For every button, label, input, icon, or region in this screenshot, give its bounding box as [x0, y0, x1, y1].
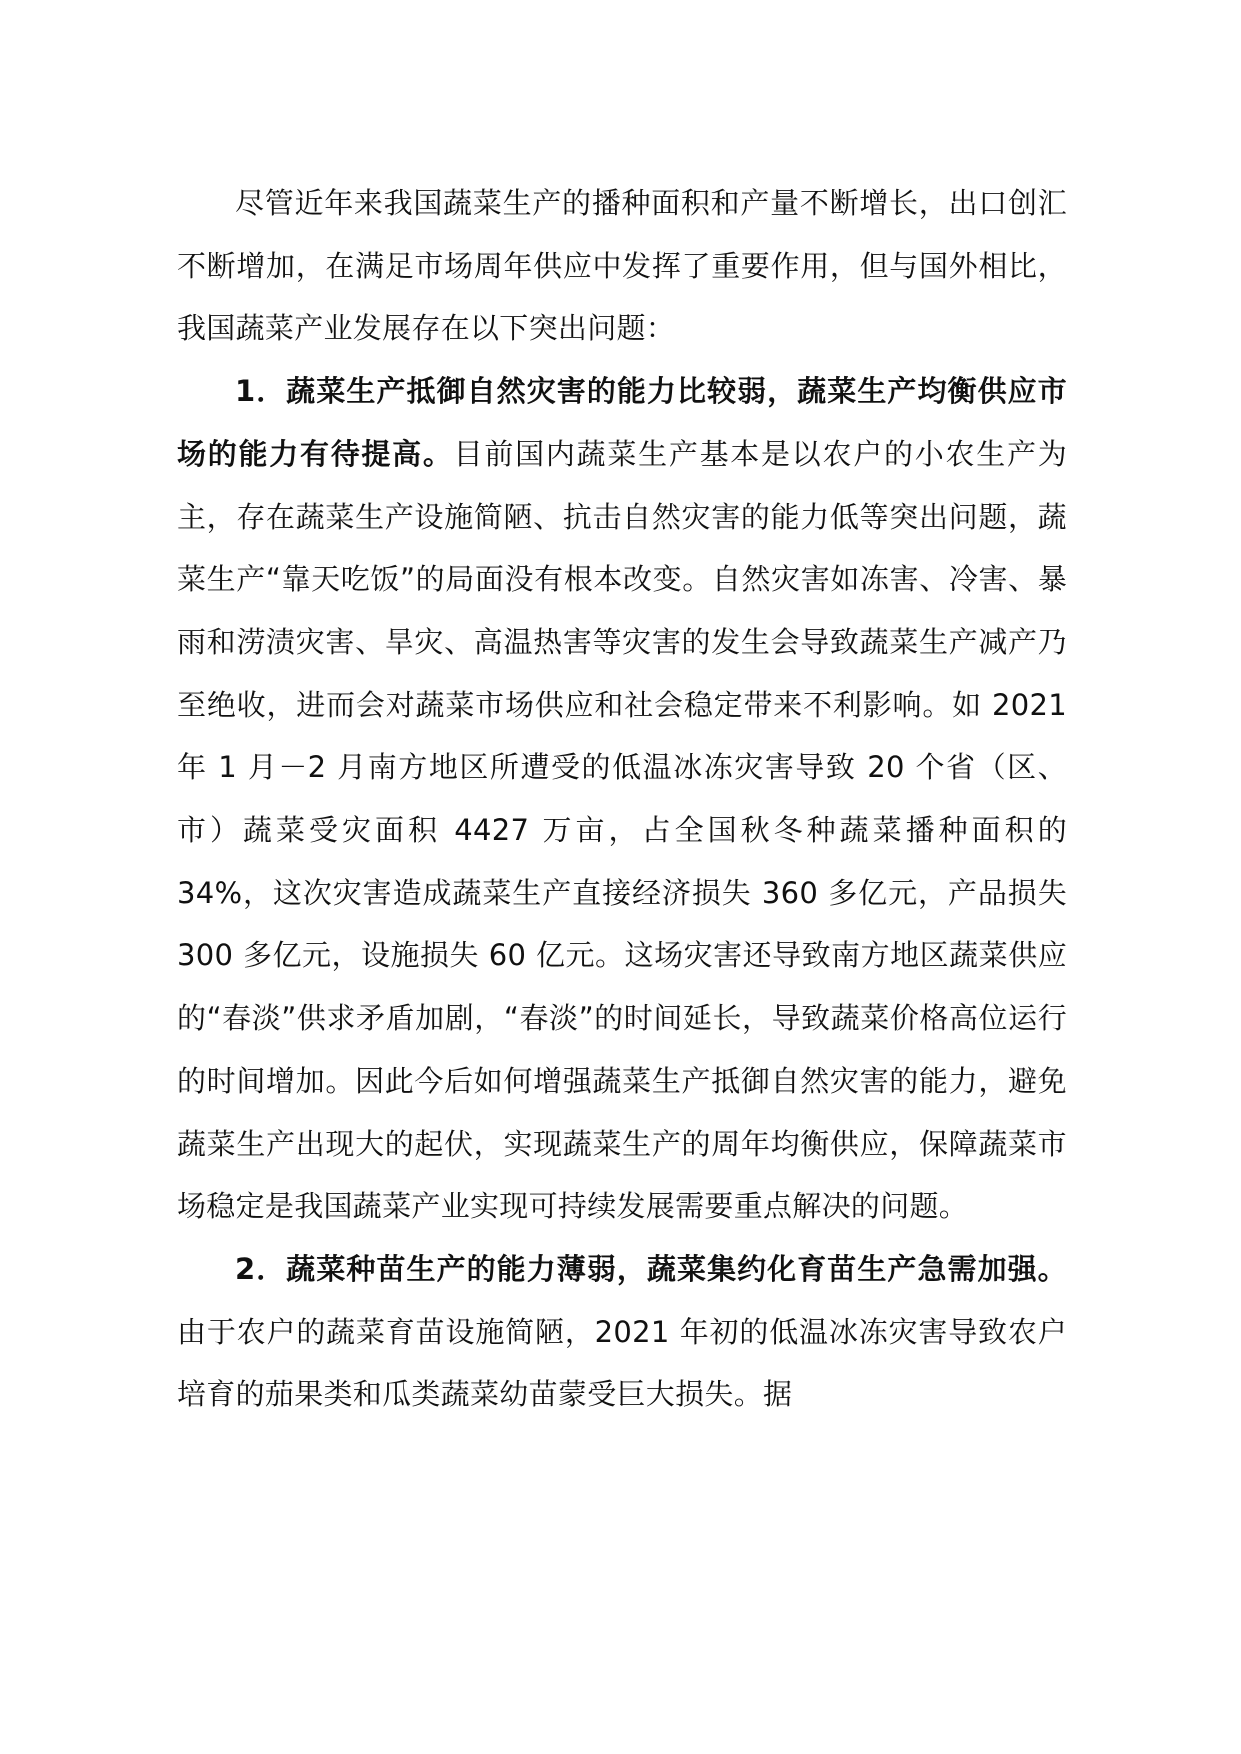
issue-1-text: 目前国内蔬菜生产基本是以农户的小农生产为主，存在蔬菜生产设施简陋、抗击自然灾害的能力低等突出问题，蔬菜生产“靠天吃饭”的局面没有根本改变。自然灾害如冻害、冷害、暴雨和涝渍灾害、旱灾、高温热害等灾害的发生会导致蔬菜生产减产乃至绝收，进而会对蔬菜市场供应和社会稳定带来不利影响。如 2021 年 1 月－2 月南方地区所遭受的低温冰冻灾害导致 20 个省（区、市）蔬菜受灾面积 4427 万亩，占全国秋冬种蔬菜播种面积的 34%，这次灾害造成蔬菜生产直接经济损失 360 多亿元，产品损失 300 多亿元，设施损失 60 亿元。这场灾害还导致南方地区蔬菜供应的“春淡”供求矛盾加剧，“春淡”的时间延长，导致蔬菜价格高位运行的时间增加。因此今后如何增强蔬菜生产抵御自然灾害的能力，避免蔬菜生产出现大的起伏，实现蔬菜生产的周年均衡供应，保障蔬菜市场稳定是我国蔬菜产业实现可持续发展需要重点解决的问题。	[177, 436, 1067, 1224]
intro-paragraph-text: 尽管近年来我国蔬菜生产的播种面积和产量不断增长，出口创汇不断增加，在满足市场周年供应中发挥了重要作用，但与国外相比，我国蔬菜产业发展存在以下突出问题：	[177, 186, 1067, 346]
issue-1-heading: 1．蔬菜生产抵御自然灾害的能力比较弱，蔬菜生产均衡供应市场的能力有待提高。	[177, 374, 1067, 471]
document-page	[177, 172, 1067, 1426]
intro-paragraph	[177, 172, 1067, 360]
issue-2-text: 由于农户的蔬菜育苗设施简陋，2021 年初的低温冰冻灾害导致农户培育的茄果类和瓜类蔬菜幼苗蒙受巨大损失。据	[177, 1314, 1067, 1412]
issue-2-paragraph	[177, 1238, 1067, 1426]
issue-2-heading: 2．蔬菜种苗生产的能力薄弱，蔬菜集约化育苗生产急需加强。	[235, 1251, 1067, 1286]
issue-1-paragraph	[177, 360, 1067, 1238]
